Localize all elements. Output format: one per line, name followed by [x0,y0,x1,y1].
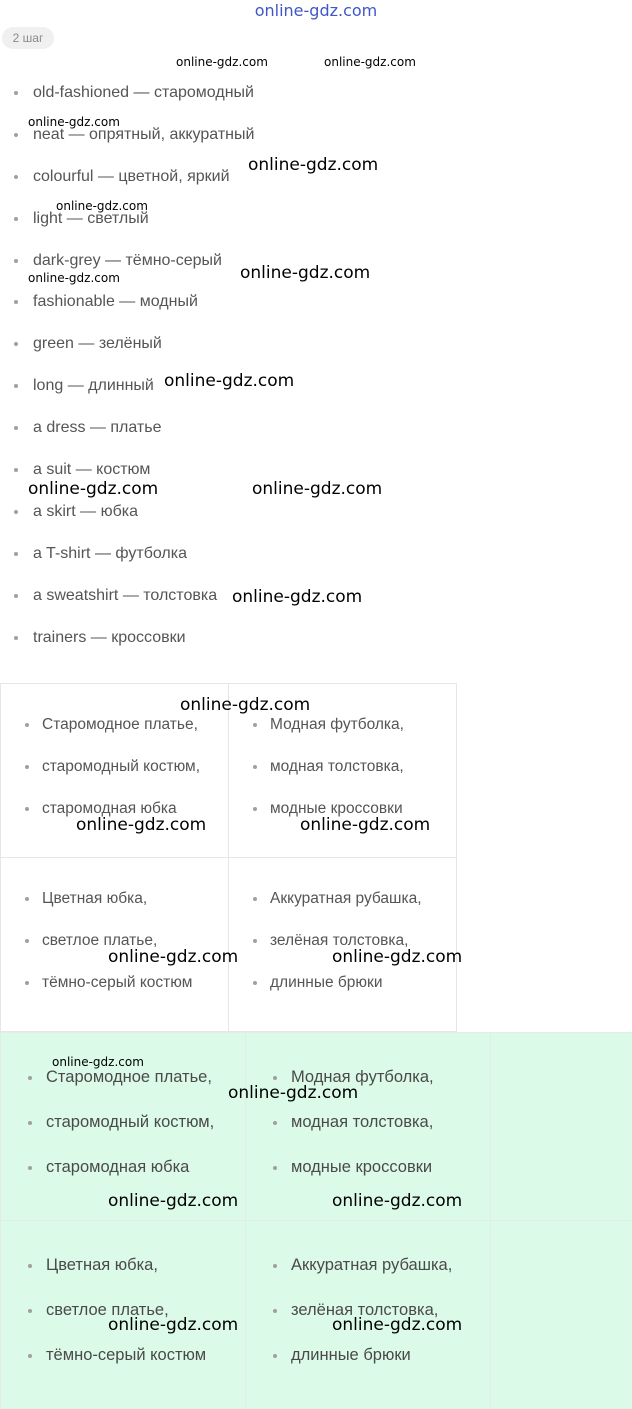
bullet-icon [28,1166,32,1170]
watermark: online-gdz.com [28,271,120,285]
cell-text: длинные брюки [291,1346,411,1364]
cell-text: зелёная толстовка, [270,932,408,949]
watermark: online-gdz.com [332,1191,462,1211]
table-cell-empty [491,1221,632,1409]
vocabulary-item [0,533,420,575]
bullet-icon [14,594,18,598]
watermark: online-gdz.com [176,55,268,69]
watermark: online-gdz.com [164,371,294,391]
bullet-icon [25,939,29,943]
highlighted-phrases-table [0,1032,632,1409]
cell-text: светлое платье, [42,932,157,949]
watermark: online-gdz.com [232,587,362,607]
table-cell [246,1033,491,1221]
bullet-icon [14,552,18,556]
watermark: online-gdz.com [108,1315,238,1335]
bullet-icon [273,1076,277,1080]
table-cell [229,684,457,858]
bullet-icon [273,1121,277,1125]
watermark: online-gdz.com [108,1191,238,1211]
bullet-icon [273,1166,277,1170]
vocabulary-text: long — длинный [33,377,154,394]
bullet-icon [253,807,257,811]
site-header-link[interactable]: online-gdz.com [0,0,632,24]
table-cell [246,1221,491,1409]
bullet-icon [273,1264,277,1268]
cell-text: модная толстовка, [270,758,404,775]
cell-text: Модная футболка, [270,716,404,733]
vocabulary-text: green — зелёный [33,335,162,352]
vocabulary-text: a dress — платье [33,419,161,436]
vocabulary-text: a suit — костюм [33,461,150,478]
cell-text: длинные брюки [270,974,383,991]
vocabulary-item [0,281,420,323]
bullet-icon [273,1309,277,1313]
bullet-icon [25,723,29,727]
cell-text: старомодная юбка [46,1158,189,1176]
bullet-icon [25,765,29,769]
bullet-icon [28,1309,32,1313]
bullet-icon [253,723,257,727]
watermark: online-gdz.com [324,55,416,69]
cell-text: старомодная юбка [42,800,177,817]
watermark: online-gdz.com [228,1083,358,1103]
cell-text: модные кроссовки [270,800,403,817]
cell-text: тёмно-серый костюм [42,974,192,991]
watermark: online-gdz.com [28,479,158,499]
vocabulary-item [0,407,420,449]
table-cell [1,858,229,1032]
cell-text: Модная футболка, [291,1068,434,1086]
bullet-icon [28,1264,32,1268]
vocabulary-item [0,575,420,617]
table-cell [1,1033,246,1221]
bullet-icon [14,342,18,346]
cell-text: старомодный костюм, [46,1113,214,1131]
bullet-icon [273,1354,277,1358]
watermark: online-gdz.com [332,1315,462,1335]
bullet-icon [253,939,257,943]
vocabulary-item [0,198,420,240]
bullet-icon [25,807,29,811]
bullet-icon [14,175,18,179]
bullet-icon [14,384,18,388]
watermark: online-gdz.com [28,115,120,129]
vocabulary-text: fashionable — модный [33,293,198,310]
watermark: online-gdz.com [76,815,206,835]
cell-text: Цветная юбка, [46,1256,158,1274]
vocabulary-text: old-fashioned — старомодный [33,84,254,101]
bullet-icon [14,636,18,640]
vocabulary-item [0,240,420,282]
step-badge: 2 шаг [2,27,54,49]
bullet-icon [28,1354,32,1358]
vocabulary-text: a skirt — юбка [33,503,138,520]
bullet-icon [28,1076,32,1080]
vocabulary-text: light — светлый [33,210,149,227]
cell-text: старомодный костюм, [42,758,200,775]
bullet-icon [14,91,18,95]
vocabulary-text: trainers — кроссовки [33,629,186,646]
vocabulary-text: dark-grey — тёмно-серый [33,252,222,269]
watermark: online-gdz.com [180,695,310,715]
bullet-icon [14,133,18,137]
watermark: online-gdz.com [56,199,148,213]
cell-text: Аккуратная рубашка, [270,890,422,907]
watermark: online-gdz.com [52,1055,144,1069]
cell-text: тёмно-серый костюм [46,1346,206,1364]
table-cell [229,858,457,1032]
bullet-icon [28,1121,32,1125]
bullet-icon [25,981,29,985]
bullet-icon [14,217,18,221]
cell-text: модные кроссовки [291,1158,432,1176]
vocabulary-text: neat — опрятный, аккуратный [33,126,254,143]
cell-text: Цветная юбка, [42,890,147,907]
vocabulary-item [0,449,420,491]
vocabulary-text: a T-shirt — футболка [33,545,187,562]
table-cell [1,1221,246,1409]
bullet-icon [14,300,18,304]
bullet-icon [25,897,29,901]
cell-text: Старомодное платье, [46,1068,212,1086]
vocabulary-item [0,72,420,114]
vocabulary-list [0,72,420,658]
cell-text: Аккуратная рубашка, [291,1256,452,1274]
vocabulary-text: a sweatshirt — толстовка [33,587,217,604]
vocabulary-item [0,323,420,365]
bullet-icon [253,897,257,901]
table-cell [1,684,229,858]
watermark: online-gdz.com [240,263,370,283]
vocabulary-item [0,617,420,659]
watermark: online-gdz.com [300,815,430,835]
watermark: online-gdz.com [252,479,382,499]
watermark: online-gdz.com [108,947,238,967]
vocabulary-item [0,156,420,198]
bullet-icon [14,426,18,430]
vocabulary-item [0,114,420,156]
bullet-icon [253,981,257,985]
bullet-icon [14,510,18,514]
bullet-icon [253,765,257,769]
phrases-table [0,683,457,1032]
vocabulary-item [0,491,420,533]
bullet-icon [14,468,18,472]
cell-text: Старомодное платье, [42,716,198,733]
watermark: online-gdz.com [332,947,462,967]
watermark: online-gdz.com [248,155,378,175]
vocabulary-item [0,365,420,407]
cell-text: светлое платье, [46,1301,169,1319]
cell-text: модная толстовка, [291,1113,433,1131]
vocabulary-text: colourful — цветной, яркий [33,168,230,185]
cell-text: зелёная толстовка, [291,1301,438,1319]
table-cell-empty [491,1033,632,1221]
bullet-icon [14,259,18,263]
